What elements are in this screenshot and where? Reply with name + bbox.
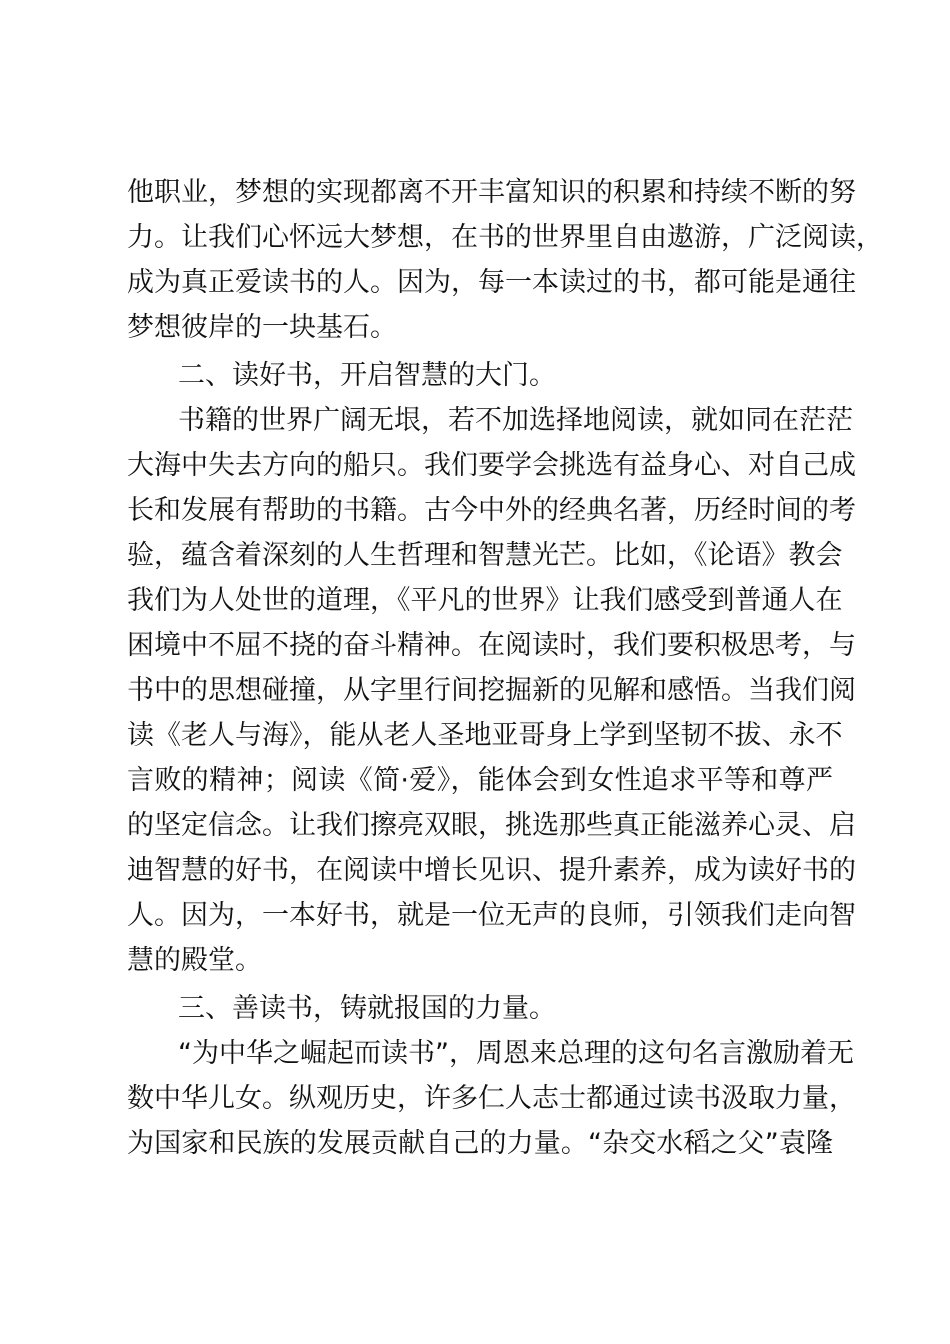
text-line: 力。让我们心怀远大梦想，在书的世界里自由遨游，广泛阅读， — [127, 222, 883, 253]
text-line: 慧的殿堂。 — [127, 945, 262, 976]
text-line: 成为真正爱读书的人。因为，每一本读过的书，都可能是通往 — [127, 267, 856, 298]
section-heading-3: 三、善读书，铸就报国的力量。 — [178, 993, 556, 1024]
text-line: 他职业，梦想的实现都离不开丰富知识的积累和持续不断的努 — [127, 177, 856, 208]
text-line: 人。因为，一本好书，就是一位无声的良师，引领我们走向智 — [127, 900, 856, 931]
text-line: 迪智慧的好书，在阅读中增长见识、提升素养，成为读好书的 — [127, 855, 856, 886]
text-line: 的坚定信念。让我们擦亮双眼，挑选那些真正能滋养心灵、启 — [127, 810, 856, 841]
text-line: 读《老人与海》，能从老人圣地亚哥身上学到坚韧不拔、永不 — [127, 720, 843, 751]
text-line: 大海中失去方向的船只。我们要学会挑选有益身心、对自己成 — [127, 450, 856, 481]
text-line: 为国家和民族的发展贡献自己的力量。“杂交水稻之父”袁隆 — [127, 1128, 833, 1159]
paragraph-first-line: 书籍的世界广阔无垠，若不加选择地阅读，就如同在茫茫 — [178, 405, 853, 436]
text-line: 书中的思想碰撞，从字里行间挖掘新的见解和感悟。当我们阅 — [127, 675, 856, 706]
text-line: 梦想彼岸的一块基石。 — [127, 312, 397, 343]
text-line: 验，蕴含着深刻的人生哲理和智慧光芒。比如，《论语》教会 — [127, 540, 843, 571]
text-line: 数中华儿女。纵观历史，许多仁人志士都通过读书汲取力量， — [127, 1083, 856, 1114]
text-line: 困境中不屈不挠的奋斗精神。在阅读时，我们要积极思考，与 — [127, 630, 856, 661]
section-heading-2: 二、读好书，开启智慧的大门。 — [178, 360, 556, 391]
text-line: 言败的精神；阅读《简·爱》，能体会到女性追求平等和尊严 — [127, 765, 833, 796]
text-line: 长和发展有帮助的书籍。古今中外的经典名著，历经时间的考 — [127, 495, 856, 526]
text-line: 我们为人处世的道理，《平凡的世界》让我们感受到普通人在 — [127, 585, 843, 616]
paragraph-first-line: “为中华之崛起而读书”，周恩来总理的这句名言激励着无 — [178, 1038, 854, 1069]
